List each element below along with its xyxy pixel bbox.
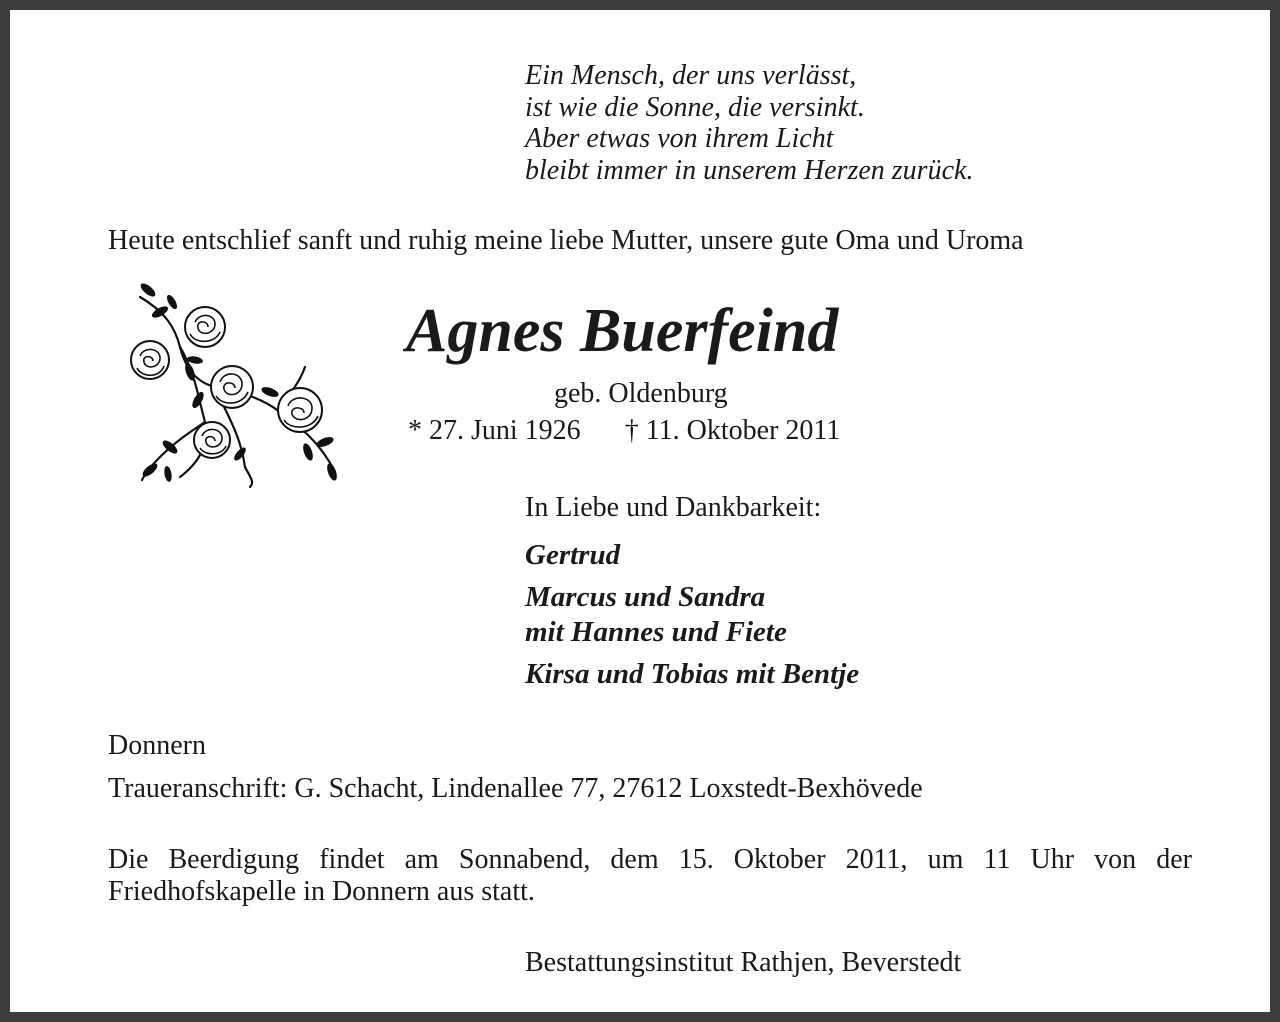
- poem-line: bleibt immer in unserem Herzen zurück.: [525, 154, 974, 186]
- mourner-group: [525, 657, 859, 692]
- birth-date: * 27. Juni 1926: [408, 415, 581, 446]
- thanks-text: In Liebe und Dankbarkeit:: [525, 492, 822, 523]
- poem-line: ist wie die Sonne, die versinkt.: [525, 91, 865, 123]
- poem: [525, 60, 973, 186]
- mourner-line: Marcus und Sandra: [525, 581, 766, 613]
- life-dates: [408, 415, 840, 447]
- mourner-group: [525, 538, 620, 573]
- mourner-line: Kirsa und Tobias mit Bentje: [525, 658, 860, 690]
- funeral-line: Friedhofskapelle in Donnern aus statt.: [108, 876, 535, 907]
- mourning-address: Traueranschrift: G. Schacht, Lindenallee 77, 27612 Loxstedt-Bexhövede: [108, 773, 923, 804]
- maiden-name: geb. Oldenburg: [554, 378, 728, 409]
- mourner-group: [525, 580, 787, 650]
- poem-line: Aber etwas von ihrem Licht: [525, 123, 834, 154]
- funeral-info: [108, 844, 1192, 908]
- undertaker: Bestattungsinstitut Rathjen, Beverstedt: [525, 947, 962, 978]
- mourner-line: Gertrud: [525, 539, 621, 571]
- roses-icon: [120, 272, 350, 502]
- funeral-line: Die Beerdigung findet am Sonnabend, dem 15. Oktober 2011, um 11 Uhr von der: [108, 844, 1192, 875]
- death-date: † 11. Oktober 2011: [624, 415, 841, 446]
- mourner-line: mit Hannes und Fiete: [525, 616, 787, 648]
- place-name: Donnern: [108, 730, 206, 761]
- intro-text: Heute entschlief sanft und ruhig meine liebe Mutter, unsere gute Oma und Uroma: [108, 225, 1024, 256]
- poem-line: Ein Mensch, der uns verlässt,: [525, 60, 857, 91]
- deceased-name: Agnes Buerfeind: [406, 297, 839, 365]
